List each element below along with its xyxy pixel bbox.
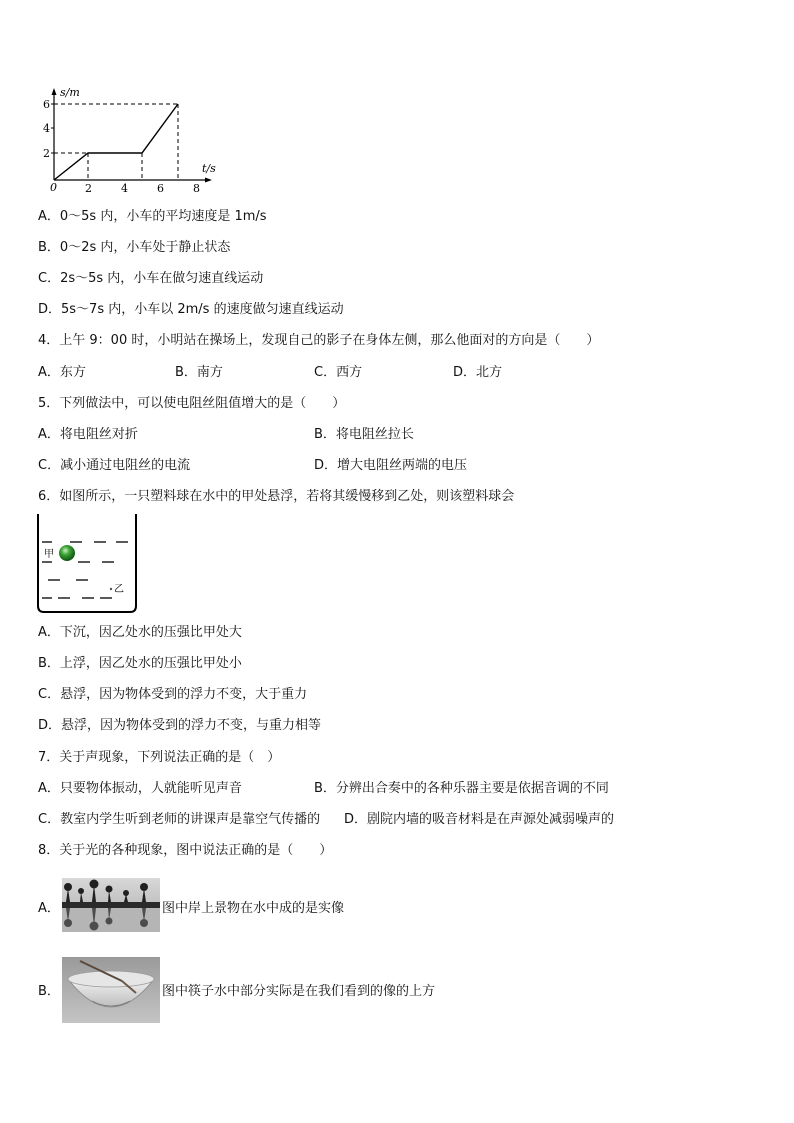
x-tick-2: 2	[85, 182, 92, 195]
q7-option-a[interactable]: A．只要物体振动，人就能听见声音	[38, 781, 242, 796]
q6-stem: 6．如图所示，一只塑料球在水中的甲处悬浮，若将其缓慢移到乙处，则该塑料球会	[38, 489, 515, 504]
x-axis-label: t/s	[202, 162, 216, 175]
position-yi-dot	[110, 588, 112, 590]
q5-option-a[interactable]: A．将电阻丝对折	[38, 427, 138, 442]
q7-option-d[interactable]: D．剧院内墙的吸音材料是在声源处减弱噪声的	[344, 812, 615, 827]
x-tick-4: 4	[121, 182, 128, 195]
q5-stem: 5．下列做法中，可以使电阻丝阻值增大的是（ ）	[38, 396, 346, 411]
s-t-line	[54, 104, 178, 180]
q8-option-a-text[interactable]: 图中岸上景物在水中成的是实像	[162, 901, 345, 916]
y-tick-6: 6	[43, 98, 50, 111]
q6-option-c[interactable]: C．悬浮，因为物体受到的浮力不变，大于重力	[38, 687, 308, 702]
x-axis-arrow	[205, 178, 212, 183]
q3-option-c[interactable]: C．2s～5s 内，小车在做匀速直线运动	[38, 271, 264, 286]
q4-option-a[interactable]: A．东方	[38, 365, 86, 380]
label-jia: 甲	[44, 549, 54, 560]
q3-option-d[interactable]: D．5s～7s 内，小车以 2m/s 的速度做匀速直线运动	[38, 302, 344, 317]
q4-stem: 4．上午 9：00 时，小明站在操场上，发现自己的影子在身体左侧，那么他面对的方向是（ ）	[38, 333, 600, 348]
q4-option-b[interactable]: B．南方	[175, 365, 223, 380]
x-tick-8: 8	[193, 182, 200, 195]
y-tick-2: 2	[43, 147, 50, 160]
label-yi: 乙	[114, 584, 124, 595]
q4-option-c[interactable]: C．西方	[314, 365, 363, 380]
q8-option-a-label[interactable]: A．	[38, 901, 60, 916]
q5-option-b[interactable]: B．将电阻丝拉长	[314, 427, 414, 442]
y-tick-4: 4	[43, 122, 50, 135]
q5-option-d[interactable]: D．增大电阻丝两端的电压	[314, 458, 468, 473]
water-container-figure	[34, 512, 140, 616]
x-tick-6: 6	[157, 182, 164, 195]
q8-stem: 8．关于光的各种现象，图中说法正确的是（ ）	[38, 843, 333, 858]
origin-label: 0	[50, 181, 57, 194]
y-axis-label: s/m	[60, 86, 80, 99]
q4-option-d[interactable]: D．北方	[453, 365, 503, 380]
q7-stem: 7．关于声现象，下列说法正确的是（ ）	[38, 750, 281, 765]
chopstick-bowl-photo	[62, 957, 160, 1023]
q5-option-c[interactable]: C．减小通过电阻丝的电流	[38, 458, 191, 473]
q6-option-b[interactable]: B．上浮，因乙处水的压强比甲处小	[38, 656, 242, 671]
q7-option-b[interactable]: B．分辨出合奏中的各种乐器主要是依据音调的不同	[314, 781, 609, 796]
q6-option-a[interactable]: A．下沉，因乙处水的压强比甲处大	[38, 625, 242, 640]
q6-option-d[interactable]: D．悬浮，因为物体受到的浮力不变，与重力相等	[38, 718, 322, 733]
q3-option-b[interactable]: B．0～2s 内，小车处于静止状态	[38, 240, 231, 255]
y-axis-arrow	[52, 88, 57, 95]
q3-option-a[interactable]: A．0～5s 内，小车的平均速度是 1m/s	[38, 209, 267, 224]
q8-option-b-label[interactable]: B．	[38, 984, 60, 999]
s-t-graph	[36, 84, 216, 196]
q7-option-c[interactable]: C．教室内学生听到老师的讲课声是靠空气传播的	[38, 812, 321, 827]
reflection-photo	[62, 878, 160, 932]
q8-option-b-text[interactable]: 图中筷子水中部分实际是在我们看到的像的上方	[162, 984, 436, 999]
container-walls	[38, 514, 136, 612]
plastic-ball	[59, 545, 75, 561]
